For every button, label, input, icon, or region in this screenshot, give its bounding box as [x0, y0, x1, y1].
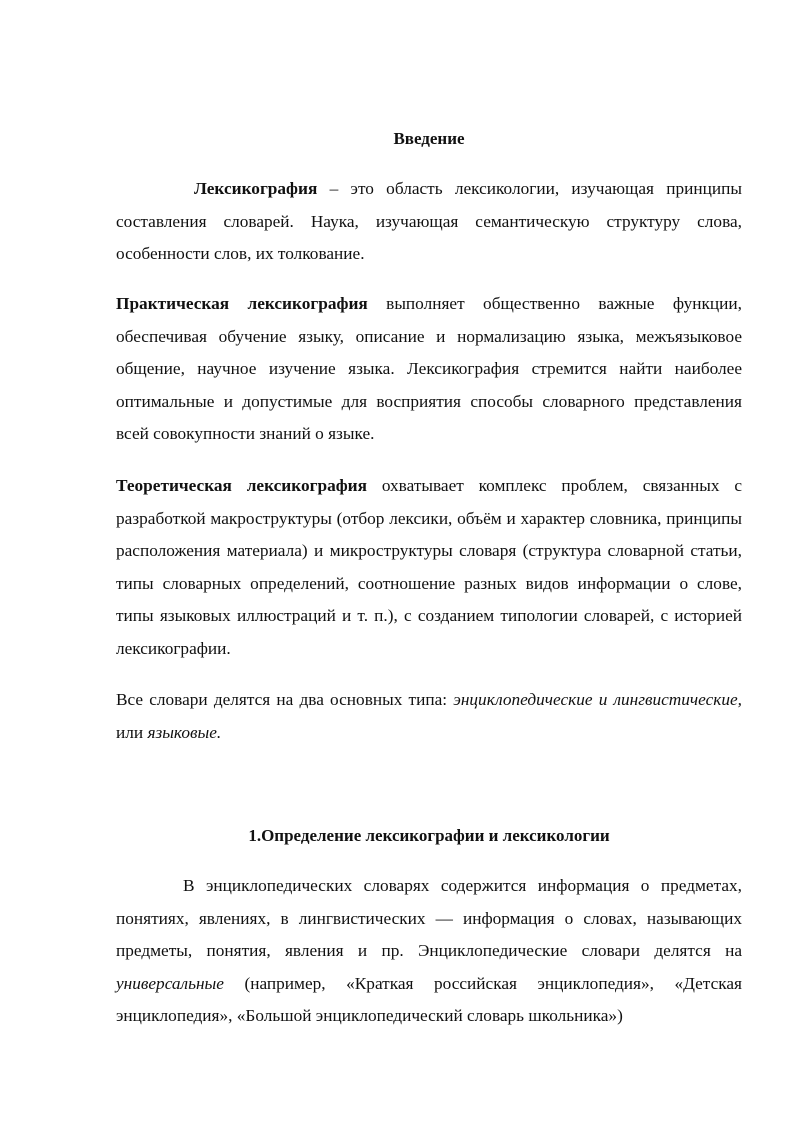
- intro-paragraph-3-text: охватывает комплекс проблем, связанных с разработкой макроструктуры (отбор лексики, объём и характер словника, принципы расположения материала) и микроструктуры словаря (структура словарной статьи, типы словарных определений, соотношение разных видов информации о слове, типы языковых иллюстраций и т. п.), с созданием типологии словарей, с историей лексикографии.: [116, 476, 742, 658]
- language-dictionaries-italic: языковые.: [147, 722, 222, 742]
- intro-paragraph-4-text-2: или: [116, 722, 148, 742]
- intro-paragraph-1: [116, 173, 742, 271]
- term-lexicography: Лексикография: [194, 179, 318, 198]
- term-theoretical-lexicography: Теоретическая лексикография: [116, 476, 367, 495]
- intro-paragraph-4-text-1: Все словари делятся на два основных типа:: [116, 690, 454, 709]
- dictionary-types-italic: энциклопедические и лингвистические,: [453, 690, 742, 709]
- intro-paragraph-4: [116, 684, 742, 749]
- intro-paragraph-2: [116, 288, 742, 451]
- intro-paragraph-1-text: – это область лексикологии, изучающая принципы составления словарей. Наука, изучающая семантическую структуру слова, особенности слов, их толкование.: [116, 179, 742, 264]
- intro-paragraph-2-text: выполняет общественно важные функции, обеспечивая обучение языку, описание и нормализацию языка, межъязыковое общение, научное изучение языка. Лексикография стремится найти наиболее оптимальные и допустимые для восприятия способы словарного представления всей совокупности знаний о языке.: [116, 294, 742, 444]
- term-practical-lexicography: Практическая лексикография: [116, 294, 368, 313]
- section-1-paragraph-1-text-2: (например, «Краткая российская энциклопедия», «Детская энциклопедия», «Большой энциклопедический словарь школьника»): [116, 973, 742, 1026]
- universal-italic: универсальные: [116, 973, 224, 993]
- section-1-heading: 1.Определение лексикографии и лексикологии: [248, 826, 610, 845]
- section-1-paragraph-1-text-1: В энциклопедических словарях содержится информация о предметах, понятиях, явлениях, в лингвистических — информация о словах, называющих предметы, понятия, явления и пр. Энциклопедические словари делятся на: [116, 876, 742, 961]
- section-1-paragraph-1: [116, 870, 742, 1033]
- intro-paragraph-3: [116, 470, 742, 666]
- intro-heading: Введение: [393, 129, 465, 148]
